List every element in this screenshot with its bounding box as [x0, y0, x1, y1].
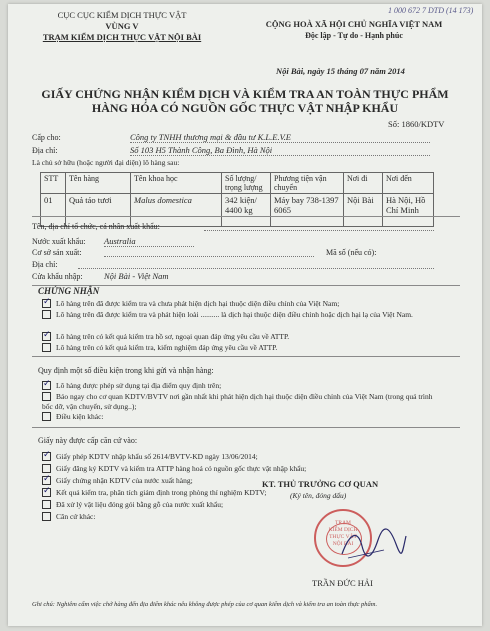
agency-line-2: VÙNG V — [105, 21, 139, 31]
address-label: Địa chỉ: — [32, 146, 58, 155]
checkbox-basis-5[interactable] — [42, 500, 51, 509]
goods-table — [40, 172, 434, 227]
gate-value: Nội Bài - Việt Nam — [104, 271, 169, 281]
cell-ten-khoa-hoc: Malus domestica — [131, 194, 222, 227]
basis-item-1 — [42, 452, 258, 462]
certify-item-2 — [42, 310, 442, 320]
basis-item-6-text: Căn cứ khác: — [56, 512, 96, 521]
basis-item-6 — [42, 512, 95, 522]
basis-item-4-text: Kết quả kiểm tra, phân tích giám định trong phòng thí nghiệm KDTV; — [56, 488, 267, 497]
certify-item-1 — [42, 299, 339, 309]
checkbox-basis-6[interactable] — [42, 512, 51, 521]
agency-header — [22, 10, 222, 43]
exporter-name-line — [204, 230, 434, 231]
cell-noi-di: Nội Bài — [344, 194, 383, 227]
basis-item-5-text: Đã xử lý vật liệu đóng gói bằng gỗ của nước xuất khẩu; — [56, 500, 224, 509]
checkbox-handling-2[interactable] — [42, 392, 51, 401]
certificate-number: Số: 1860/KDTV — [388, 119, 445, 129]
checkbox-certify-3[interactable] — [42, 332, 51, 341]
seal-text-top: TRẠM — [335, 520, 351, 526]
exporter-name-label: Tên, địa chỉ tổ chức, cá nhân xuất khẩu: — [32, 222, 160, 231]
agency-line-1: CỤC CỤC KIỂM DỊCH THỰC VẬT — [57, 10, 187, 20]
checkbox-basis-4[interactable] — [42, 488, 51, 497]
checkbox-certify-1[interactable] — [42, 299, 51, 308]
checkbox-certify-4[interactable] — [42, 343, 51, 352]
origin-value: Australia — [104, 236, 194, 247]
checkbox-basis-2[interactable] — [42, 464, 51, 473]
handling-item-2 — [42, 392, 442, 411]
cell-phuong-tien: Máy bay 738-1397 6065 — [271, 194, 344, 227]
certificate-document — [8, 4, 482, 626]
national-header — [244, 18, 464, 42]
document-title-line-1: GIẤY CHỨNG NHẬN KIỂM DỊCH VÀ KIỂM TRA AN TOÀN THỰC PHẨM — [41, 87, 449, 101]
basis-item-2 — [42, 464, 306, 474]
col-ten-hang: Tên hàng — [66, 173, 131, 194]
basis-item-1-text: Giấy phép KDTV nhập khẩu số 2614/BVTV-KD ngày 13/06/2014; — [56, 452, 258, 461]
certify-item-3-text: Lô hàng trên có kết quả kiểm tra hồ sơ, ngoại quan đáp ứng yêu cầu về ATTP. — [56, 332, 290, 341]
handwritten-number: 1 000 672 7 DTD (14 173) — [388, 6, 474, 15]
handwritten-signature — [338, 524, 408, 564]
divider — [32, 356, 460, 357]
col-ten-khoa-hoc: Tên khoa học — [131, 173, 222, 194]
basis-heading: Giấy này được cấp căn cứ vào: — [38, 436, 138, 445]
recipient-label: Cấp cho: — [32, 133, 61, 142]
basis-item-3-text: Giấy chứng nhận KDTV của nước xuất hàng; — [56, 476, 193, 485]
signer-name: TRẦN ĐỨC HẢI — [312, 578, 373, 588]
cell-ten-hang: Quả táo tươi — [66, 194, 131, 227]
goods-table-header — [41, 173, 434, 194]
basis-item-5 — [42, 500, 223, 510]
cell-stt: 01 — [41, 194, 66, 227]
certify-item-3 — [42, 332, 289, 342]
cell-so-luong: 342 kiện/ 4400 kg — [222, 194, 271, 227]
issue-date: Nội Bài, ngày 15 tháng 07 năm 2014 — [276, 66, 405, 76]
signature-title: KT. THỦ TRƯỞNG CƠ QUAN — [262, 479, 379, 489]
national-motto-line-2: Độc lập - Tự do - Hạnh phúc — [305, 31, 403, 40]
col-phuong-tien: Phương tiện vận chuyển — [271, 173, 344, 194]
recipient-value: Công ty TNHH thương mại & đầu tư K.L.E.V.E — [130, 132, 430, 143]
handling-item-1-text: Lô hàng được phép sử dụng tại địa điểm quy định trên; — [56, 381, 222, 390]
handling-item-3 — [42, 412, 103, 422]
col-so-luong: Số lượng/ trọng lượng — [222, 173, 271, 194]
col-noi-den: Nơi đến — [383, 173, 434, 194]
origin-label: Nước xuất khẩu: — [32, 237, 86, 246]
certify-item-2-text: Lô hàng trên đã được kiểm tra và phát hiện loài .......... là dịch hại thuộc diện điều chỉnh hoặc dịch hại lạ của Việt Nam. — [56, 310, 413, 319]
certify-heading: CHỨNG NHẬN — [38, 286, 100, 296]
code-label: Mã số (nếu có): — [326, 248, 377, 257]
national-motto-line-1: CỘNG HOÀ XÃ HỘI CHỦ NGHĨA VIỆT NAM — [265, 19, 443, 29]
owner-note: Là chủ sở hữu (hoặc người đại diện) lô hàng sau: — [32, 158, 180, 167]
handling-item-3-text: Điều kiện khác: — [56, 412, 104, 421]
handling-heading: Quy định một số điều kiện trong khi gửi và nhận hàng: — [38, 366, 214, 375]
certify-item-1-text: Lô hàng trên đã được kiểm tra và chưa phát hiện dịch hại thuộc diện điều chỉnh của Việt Nam; — [56, 299, 340, 308]
facility-line — [104, 256, 314, 257]
exporter-address-label: Địa chỉ: — [32, 260, 58, 269]
agency-line-3: TRẠM KIỂM DỊCH THỰC VẬT NỘI BÀI — [42, 32, 202, 42]
seal-text-bottom: NỘI BÀI — [332, 541, 354, 547]
checkbox-basis-3[interactable] — [42, 476, 51, 485]
divider — [32, 216, 460, 217]
checkbox-certify-2[interactable] — [42, 310, 51, 319]
footnote: Ghi chú: Nghiêm cấm việc chở hàng đến địa điểm khác nêu không được phép của cơ quan kiểm dịch và kiểm tra an toàn thực phẩm. — [32, 601, 378, 608]
address-value: Số 103 H5 Thành Công, Ba Đình, Hà Nội — [130, 145, 430, 156]
col-noi-di: Nơi đi — [344, 173, 383, 194]
gate-label: Cửa khẩu nhập: — [32, 272, 83, 281]
checkbox-basis-1[interactable] — [42, 452, 51, 461]
checkbox-handling-1[interactable] — [42, 381, 51, 390]
divider — [32, 427, 460, 428]
exporter-address-line — [78, 268, 434, 269]
certify-item-4-text: Lô hàng trên có kết quả kiểm tra, kiểm nghiệm đáp ứng yêu cầu về ATTP. — [56, 343, 278, 352]
certify-item-4 — [42, 343, 277, 353]
col-stt: STT — [41, 173, 66, 194]
signature-subtitle: (Ký tên, đóng dấu) — [290, 491, 347, 500]
basis-item-4 — [42, 488, 266, 498]
seal-text-mid1: KIỂM DỊCH — [328, 527, 358, 533]
basis-item-3 — [42, 476, 193, 486]
cell-noi-den: Hà Nội, Hồ Chí Minh — [383, 194, 434, 227]
basis-item-2-text: Giấy đăng ký KDTV và kiểm tra ATTP hàng hoá có nguồn gốc thực vật nhập khẩu; — [56, 464, 307, 473]
facility-label: Cơ sở sản xuất: — [32, 248, 82, 257]
checkbox-handling-3[interactable] — [42, 412, 51, 421]
handling-item-1 — [42, 381, 221, 391]
seal-text-mid2: THỰC VẬT — [329, 534, 357, 540]
handling-item-2-text: Báo ngay cho cơ quan KDTV/BVTV nơi gần nhất khi phát hiện dịch hại thuộc diện điều chỉnh của Việt Nam (trong quá trình bốc dỡ, vận chuyển, sử dụng..); — [42, 392, 433, 411]
document-title-line-2: HÀNG HÓA CÓ NGUỒN GỐC THỰC VẬT NHẬP KHẨU — [91, 101, 399, 115]
